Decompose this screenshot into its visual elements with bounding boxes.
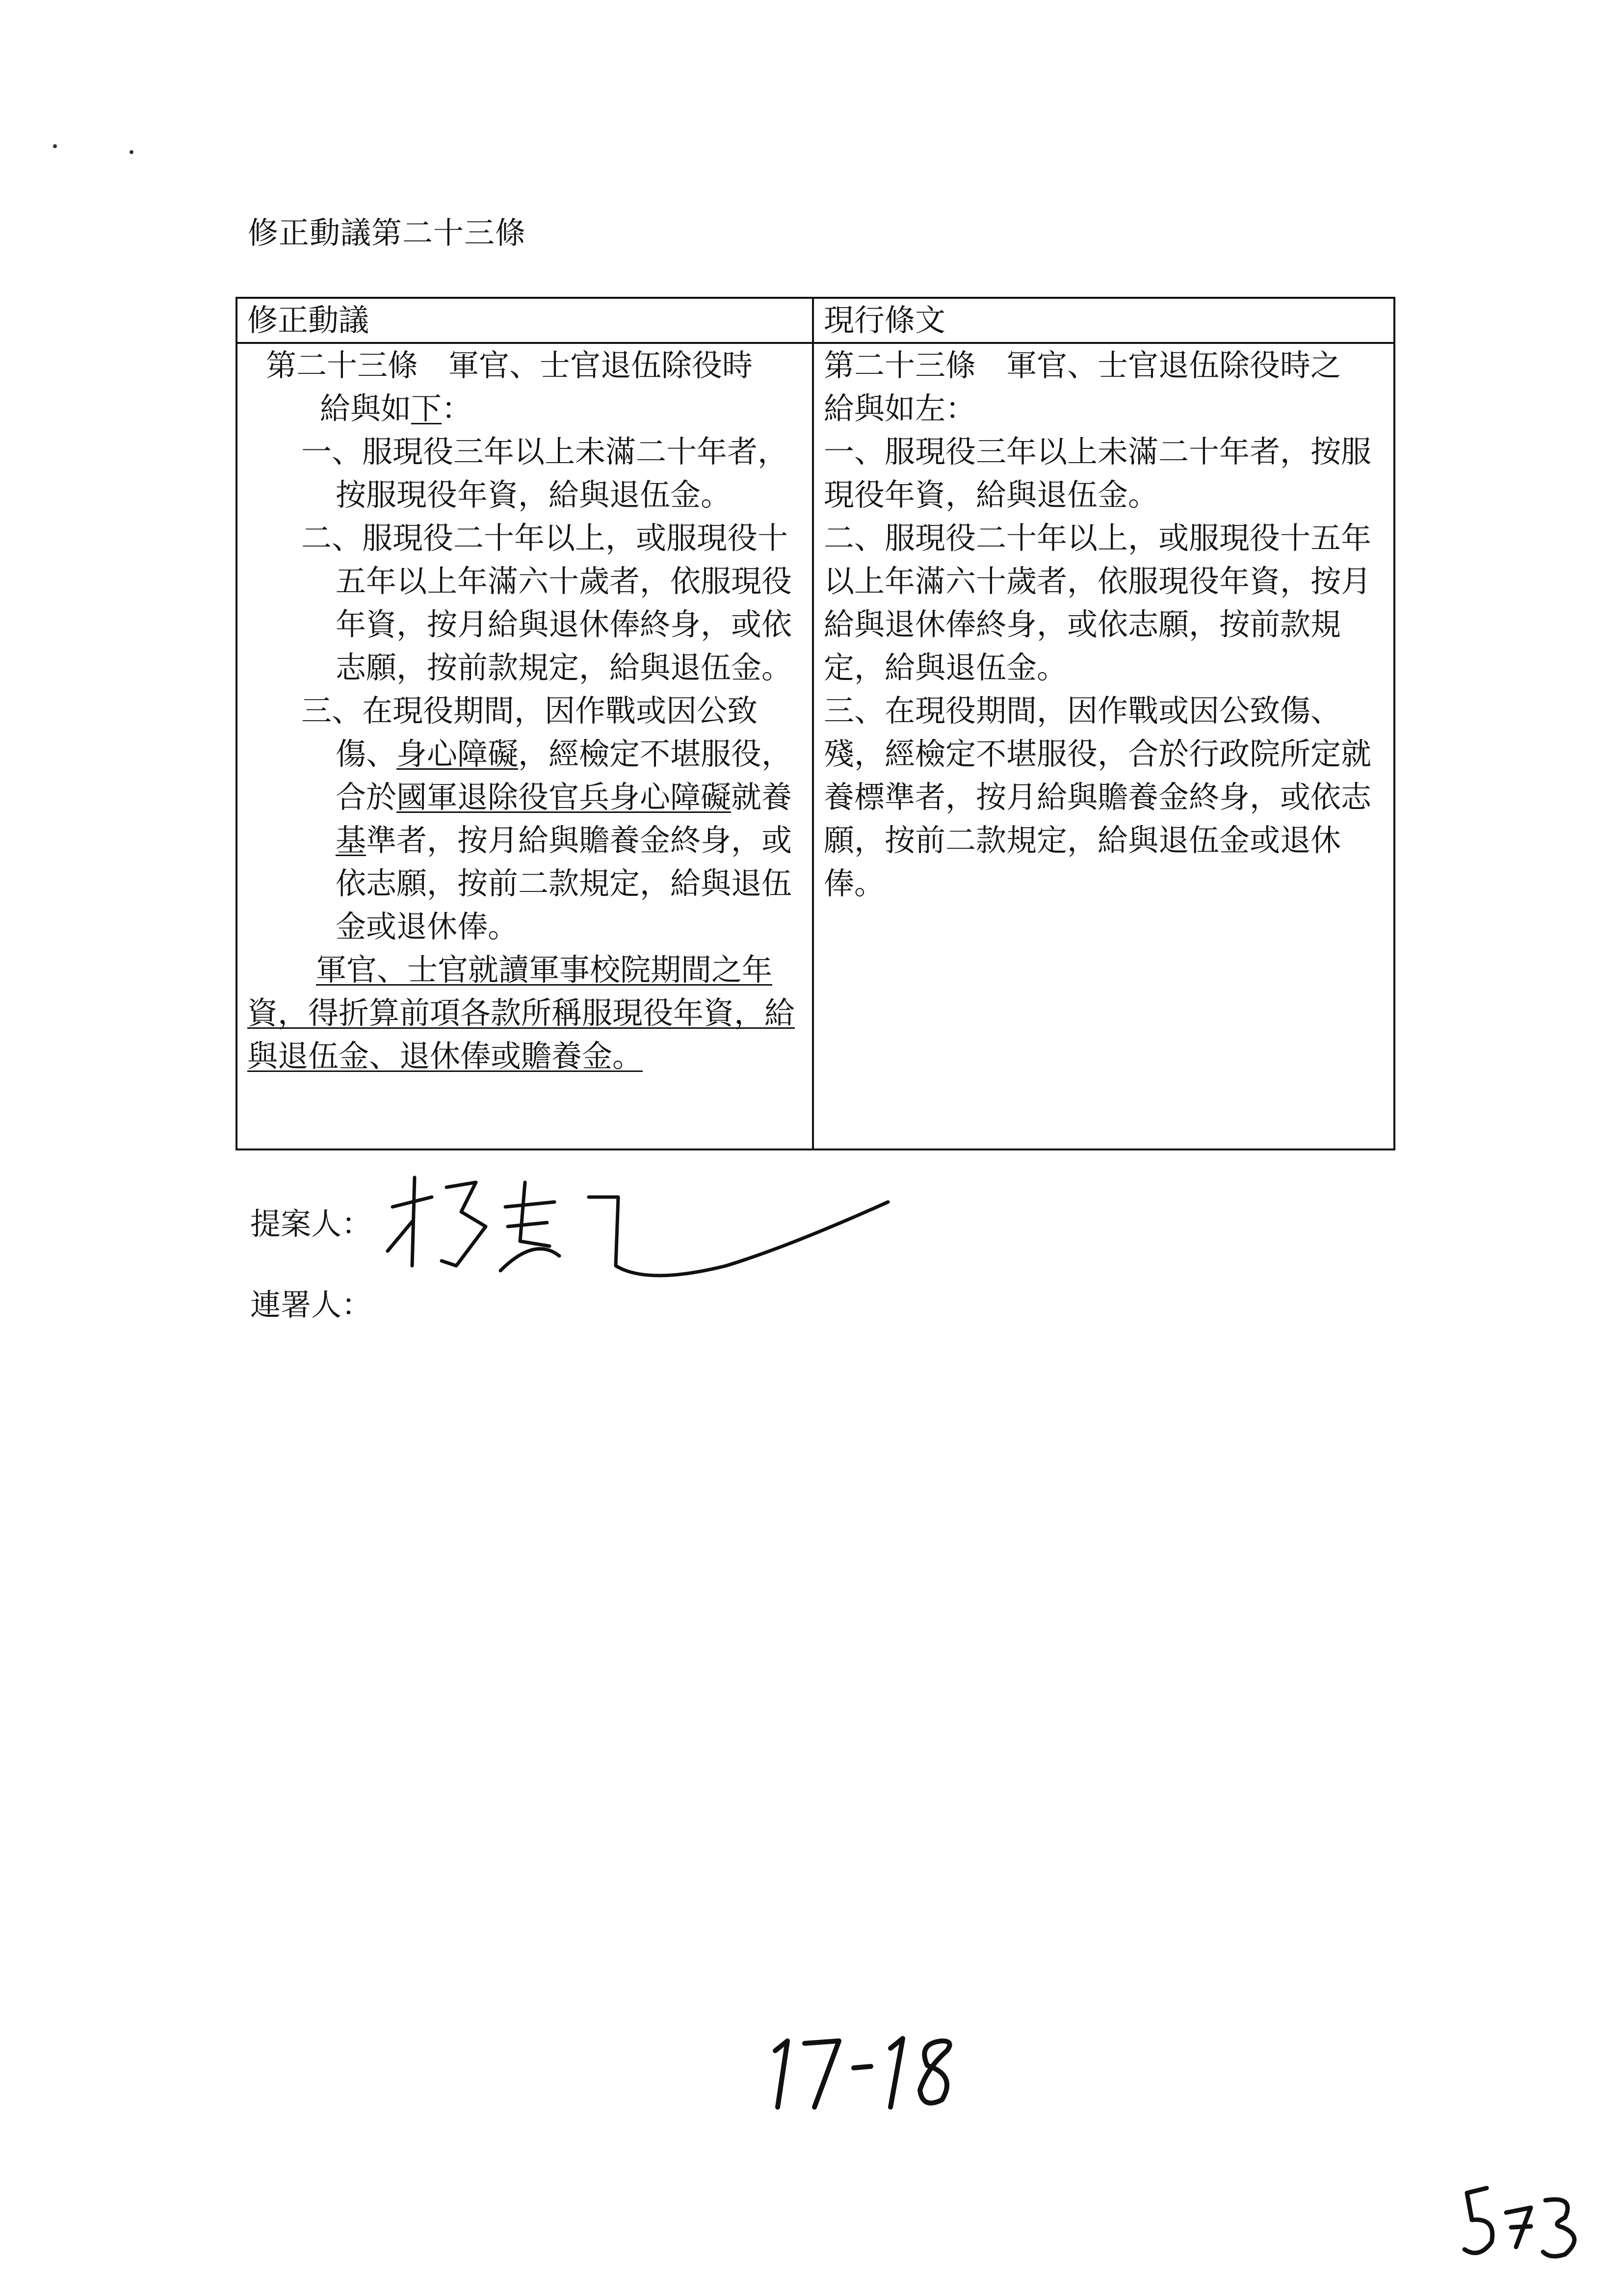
text-span: 給與如: [320, 391, 412, 426]
underlined-change: 下: [411, 391, 442, 426]
handwritten-signature: [373, 1168, 913, 1295]
amendment-item-2: 二、服現役二十年以上，或服現役十五年以上年滿六十歲者，依服現役年資，按月給與退休俸終身，或依志願，按前款規定，給與退伍金。: [301, 520, 792, 685]
text-span: 三、在現役期間，因作戰或因公致傷、: [301, 693, 758, 772]
table-header-row: [236, 298, 1394, 343]
amendment-article: [247, 344, 802, 430]
corner-number-text: 573: [1452, 2178, 1453, 2179]
page-number-text: 17-18: [765, 2021, 767, 2022]
amendment-item-3: [247, 689, 802, 948]
current-article-cont: 給與如左：: [824, 391, 976, 426]
handwritten-corner-number: [1452, 2178, 1599, 2267]
current-article: [824, 344, 1384, 430]
comparison-table: [236, 297, 1395, 1150]
text-span: 準者，按月給與贍養金終身，或依志願，按前二款規定，給與退伍金或退休俸。: [336, 822, 792, 944]
handwritten-page-number: [765, 2021, 981, 2119]
current-item-1: 一、服現役三年以上未滿二十年者，按服現役年資，給與退伍金。: [824, 434, 1372, 513]
scan-specks: [0, 0, 1624, 196]
underlined-change: 基: [336, 822, 367, 858]
underlined-change: 軍官、士官就讀軍事校院期間之年資，得折算前項各款所稱服現役年資，給與退伍金、退休俸或贍養金。: [247, 952, 795, 1074]
current-item-3: 三、在現役期間，因作戰或因公致傷、殘，經檢定不堪服役，合於行政院所定就養標準者，按月給與贍養金終身，或依志願，按前二款規定，給與退伍金或退休俸。: [824, 693, 1372, 901]
header-amendment: 修正動議: [236, 298, 813, 343]
header-current: 現行條文: [813, 298, 1394, 343]
page-title: 修正動議第二十三條: [248, 215, 526, 251]
text-span: 就養: [731, 779, 792, 815]
current-article-head: 第二十三條 軍官、士官退伍除役時之: [824, 347, 1341, 383]
amendment-item-1: 一、服現役三年以上未滿二十年者，按服現役年資，給與退伍金。: [301, 434, 788, 513]
amendment-article-cont: [266, 387, 802, 430]
underlined-change: 國軍退除役官兵身心障礙: [396, 779, 732, 815]
amendment-tail-paragraph: [247, 948, 802, 1078]
text-span: ，經檢定不堪服役，合於: [336, 736, 792, 815]
table-body-row: [236, 343, 1394, 1149]
cosigner-label: 連署人：: [250, 1287, 372, 1323]
proposer-label: 提案人：: [250, 1206, 372, 1242]
amendment-text: [236, 343, 813, 1149]
amendment-article-head: 第二十三條 軍官、士官退伍除役時: [266, 347, 753, 383]
current-text: [813, 343, 1394, 1149]
underlined-change: 身心障礙: [396, 736, 519, 772]
text-span: ：: [442, 391, 472, 426]
current-item-2: 二、服現役二十年以上，或服現役十五年以上年滿六十歲者，依服現役年資，按月給與退休俸終身，或依志願，按前款規定，給與退伍金。: [824, 520, 1372, 685]
